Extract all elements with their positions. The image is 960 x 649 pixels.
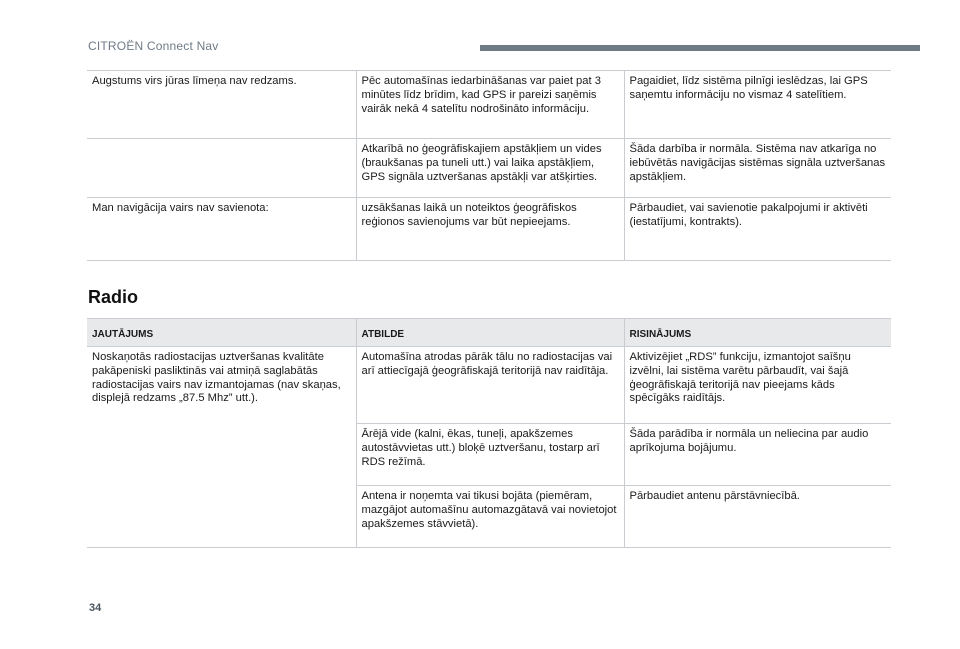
page-number: 34 [89, 602, 102, 614]
answer-cell: Atkarībā no ģeogrāfiskajiem apstākļiem un vides (braukšanas pa tuneli utt.) vai laika apstākļiem, GPS signāla uztveršanas apstākļi var atšķirties. [356, 139, 624, 198]
table-row [87, 139, 891, 198]
radio-troubleshooting-table [87, 318, 891, 548]
document-header-title: CITROËN Connect Nav [88, 39, 219, 53]
question-cell [87, 139, 356, 198]
column-header-question: JAUTĀJUMS [87, 319, 356, 347]
answer-cell: Pēc automašīnas iedarbināšanas var paiet pat 3 minūtes līdz brīdim, kad GPS ir pareizi saņēmis vairāk nekā 4 satelītu nodrošināto informāciju. [356, 71, 624, 139]
solution-cell: Pārbaudiet antenu pārstāvniecībā. [624, 486, 891, 548]
column-header-solution: RISINĀJUMS [624, 319, 891, 347]
answer-cell: uzsākšanas laikā un noteiktos ģeogrāfiskos reģionos savienojums var būt nepieejams. [356, 198, 624, 261]
solution-cell: Pārbaudiet, vai savienotie pakalpojumi ir aktivēti (iestatījumi, kontrakts). [624, 198, 891, 261]
section-title-radio: Radio [88, 287, 139, 307]
table-row [87, 198, 891, 261]
table-row [87, 71, 891, 139]
answer-cell: Ārējā vide (kalni, ēkas, tuneļi, apakšzemes autostāvvietas utt.) bloķē uztveršanu, tostarp arī RDS režīmā. [356, 424, 624, 486]
answer-cell: Antena ir noņemta vai tikusi bojāta (piemēram, mazgājot automašīnu automazgātavā vai novietojot apakšzemes stāvvietā). [356, 486, 624, 548]
answer-cell: Automašīna atrodas pārāk tālu no radiostacijas vai arī attiecīgajā ģeogrāfiskajā teritorijā nav raidītāja. [356, 347, 624, 424]
solution-cell: Šāda darbība ir normāla. Sistēma nav atkarīga no iebūvētās navigācijas sistēmas signāla uztveršanas apstākļiem. [624, 139, 891, 198]
solution-cell: Šāda parādība ir normāla un neliecina par audio aprīkojuma bojājumu. [624, 424, 891, 486]
question-cell: Noskaņotās radiostacijas uztveršanas kvalitāte pakāpeniski pasliktinās vai atmiņā saglabātās radiostacijas vairs nav izmantojamas (nav skaņas, displejā redzams „87.5 Mhz” utt.). [87, 347, 356, 548]
question-cell: Man navigācija vairs nav savienota: [87, 198, 356, 261]
solution-cell: Pagaidiet, līdz sistēma pilnīgi ieslēdzas, lai GPS saņemtu informāciju no vismaz 4 satelītiem. [624, 71, 891, 139]
table-row [87, 347, 891, 424]
column-header-answer: ATBILDE [356, 319, 624, 347]
solution-cell: Aktivizējiet „RDS” funkciju, izmantojot saīšņu izvēlni, lai sistēma varētu pārbaudīt, vai šajā ģeogrāfiskajā teritorijā nav pieejams kāds spēcīgāks raidītājs. [624, 347, 891, 424]
header-accent-bar [480, 45, 920, 51]
question-cell: Augstums virs jūras līmeņa nav redzams. [87, 71, 356, 139]
gps-troubleshooting-table [87, 70, 891, 261]
table-header-row [87, 319, 891, 347]
